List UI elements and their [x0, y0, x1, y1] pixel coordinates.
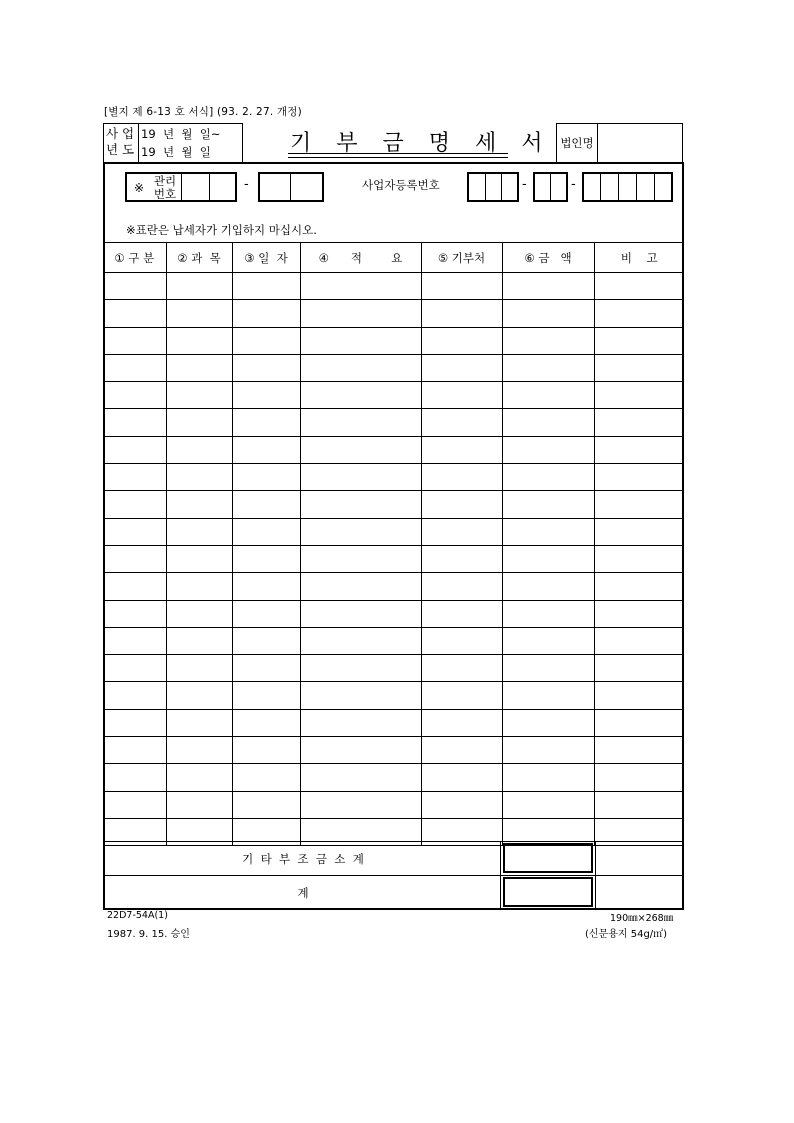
table-cell[interactable]: [502, 737, 594, 764]
table-cell[interactable]: [232, 382, 300, 409]
table-cell[interactable]: [594, 737, 684, 764]
table-cell[interactable]: [502, 764, 594, 791]
taxpayer-note: ※표란은 납세자가 기입하지 마십시오.: [126, 223, 317, 237]
table-cell[interactable]: [166, 491, 232, 518]
table-cell[interactable]: [103, 545, 166, 572]
table-cell[interactable]: [421, 682, 502, 709]
table-cell[interactable]: [594, 764, 684, 791]
table-row: [103, 545, 684, 572]
corp-name-field[interactable]: [599, 124, 682, 162]
registration-cell-divider: [618, 174, 619, 200]
business-year-box: [103, 123, 243, 163]
table-cell[interactable]: [166, 573, 232, 600]
table-cell[interactable]: [166, 682, 232, 709]
table-cell[interactable]: [300, 573, 421, 600]
table-cell[interactable]: [300, 764, 421, 791]
table-cell[interactable]: [166, 273, 232, 300]
management-number-cell-divider: [290, 174, 292, 200]
table-cell[interactable]: [103, 518, 166, 545]
management-number-separator: -: [244, 177, 249, 192]
table-cell[interactable]: [166, 791, 232, 818]
table-row: [103, 737, 684, 764]
table-cell[interactable]: [421, 382, 502, 409]
table-cell[interactable]: [502, 791, 594, 818]
table-cell[interactable]: [103, 354, 166, 381]
management-number-box: [125, 172, 237, 202]
table-cell[interactable]: [502, 682, 594, 709]
table-cell[interactable]: [166, 518, 232, 545]
table-cell[interactable]: [421, 436, 502, 463]
table-cell[interactable]: [232, 518, 300, 545]
table-cell[interactable]: [421, 327, 502, 354]
table-cell[interactable]: [166, 600, 232, 627]
table-cell[interactable]: [103, 627, 166, 654]
subtotal-divider: [500, 842, 501, 875]
table-cell[interactable]: [300, 791, 421, 818]
table-cell[interactable]: [300, 737, 421, 764]
table-cell[interactable]: [300, 327, 421, 354]
column-header-recipient: ⑤ 기부처: [421, 243, 502, 273]
table-cell[interactable]: [594, 273, 684, 300]
table-cell[interactable]: [594, 354, 684, 381]
table-cell[interactable]: [232, 764, 300, 791]
table-cell[interactable]: [232, 627, 300, 654]
table-cell[interactable]: [421, 518, 502, 545]
table-cell[interactable]: [232, 273, 300, 300]
business-year-label-bottom: 년 도: [106, 142, 135, 157]
registration-separator: -: [571, 177, 576, 192]
table-cell[interactable]: [421, 764, 502, 791]
table-row: [103, 709, 684, 736]
column-header-description: ④ 적 요: [300, 243, 421, 273]
registration-cell-divider: [654, 174, 655, 200]
approval-date: 1987. 9. 15. 승인: [107, 929, 190, 940]
table-cell[interactable]: [300, 709, 421, 736]
column-header-category: ① 구 분: [103, 243, 166, 273]
corp-name-box: [556, 123, 683, 163]
management-number-cell[interactable]: [209, 174, 237, 200]
total-label: 계: [297, 885, 309, 900]
management-number-label-line2: 번호: [153, 186, 177, 201]
table-cell[interactable]: [594, 573, 684, 600]
management-number-label-line1: 관리: [153, 174, 177, 188]
registration-cell-divider: [550, 174, 551, 200]
table-cell[interactable]: [103, 737, 166, 764]
table-row: [103, 300, 684, 327]
table-cell[interactable]: [166, 409, 232, 436]
table-cell[interactable]: [502, 382, 594, 409]
registration-cell-divider: [485, 174, 486, 200]
table-cell[interactable]: [502, 300, 594, 327]
column-header-subject: ② 과 목: [166, 243, 232, 273]
table-cell[interactable]: [232, 300, 300, 327]
table-cell[interactable]: [166, 464, 232, 491]
table-cell[interactable]: [103, 300, 166, 327]
donation-table: [103, 242, 684, 846]
table-cell[interactable]: [421, 464, 502, 491]
table-cell[interactable]: [232, 709, 300, 736]
business-year-label-top: 사 업: [106, 126, 135, 141]
table-cell[interactable]: [502, 655, 594, 682]
table-cell[interactable]: [103, 764, 166, 791]
table-cell[interactable]: [103, 600, 166, 627]
table-cell[interactable]: [502, 354, 594, 381]
table-cell[interactable]: [502, 518, 594, 545]
business-year-from[interactable]: 19 년 월 일~: [141, 127, 221, 141]
paper-size: 190㎜×268㎜: [610, 913, 674, 924]
table-cell[interactable]: [502, 273, 594, 300]
business-year-to[interactable]: 19 년 월 일: [141, 145, 211, 159]
table-cell[interactable]: [103, 682, 166, 709]
table-header-row: [103, 243, 684, 273]
table-row: [103, 382, 684, 409]
table-cell[interactable]: [300, 518, 421, 545]
table-cell[interactable]: [300, 436, 421, 463]
table-row: [103, 655, 684, 682]
table-row: [103, 409, 684, 436]
table-row: [103, 327, 684, 354]
table-cell[interactable]: [300, 354, 421, 381]
column-header-date: ③ 일 자: [232, 243, 300, 273]
table-cell[interactable]: [594, 300, 684, 327]
document-title-block: [288, 124, 552, 156]
table-cell[interactable]: [594, 409, 684, 436]
table-cell[interactable]: [232, 791, 300, 818]
table-cell[interactable]: [166, 764, 232, 791]
table-row: [103, 464, 684, 491]
table-row: [103, 600, 684, 627]
table-cell[interactable]: [166, 737, 232, 764]
registration-cell-divider: [600, 174, 601, 200]
table-row: [103, 354, 684, 381]
table-cell[interactable]: [300, 600, 421, 627]
table-cell[interactable]: [594, 327, 684, 354]
table-cell[interactable]: [300, 655, 421, 682]
table-cell[interactable]: [594, 464, 684, 491]
table-cell[interactable]: [300, 300, 421, 327]
table-cell[interactable]: [594, 627, 684, 654]
business-registration-label: 사업자등록번호: [362, 178, 440, 192]
table-cell[interactable]: [502, 409, 594, 436]
table-cell[interactable]: [421, 573, 502, 600]
registration-number-part2[interactable]: [533, 172, 568, 202]
table-cell[interactable]: [502, 600, 594, 627]
table-cell[interactable]: [232, 573, 300, 600]
table-cell[interactable]: [166, 300, 232, 327]
table-row: [103, 573, 684, 600]
table-cell[interactable]: [594, 600, 684, 627]
registration-separator: -: [522, 177, 527, 192]
table-row: [103, 518, 684, 545]
table-cell[interactable]: [421, 273, 502, 300]
table-cell[interactable]: [300, 273, 421, 300]
table-cell[interactable]: [232, 491, 300, 518]
registration-number-part1[interactable]: [467, 172, 519, 202]
table-cell[interactable]: [421, 545, 502, 572]
table-cell[interactable]: [166, 354, 232, 381]
table-cell[interactable]: [103, 491, 166, 518]
table-row: [103, 791, 684, 818]
table-cell[interactable]: [421, 791, 502, 818]
registration-cell-divider: [501, 174, 502, 200]
table-cell[interactable]: [300, 382, 421, 409]
table-cell[interactable]: [232, 545, 300, 572]
management-star: ※: [134, 181, 145, 195]
total-divider: [595, 876, 596, 909]
table-cell[interactable]: [594, 791, 684, 818]
subtotal-amount-field[interactable]: [503, 843, 593, 873]
table-cell[interactable]: [232, 737, 300, 764]
table-cell[interactable]: [103, 791, 166, 818]
table-cell[interactable]: [421, 491, 502, 518]
table-cell[interactable]: [594, 518, 684, 545]
table-cell[interactable]: [103, 709, 166, 736]
title-double-underline: [288, 153, 508, 158]
table-cell[interactable]: [594, 682, 684, 709]
table-cell[interactable]: [300, 682, 421, 709]
subtotal-divider: [595, 842, 596, 875]
paper-spec: (신문용지 54g/㎡): [585, 929, 668, 940]
table-cell[interactable]: [232, 327, 300, 354]
table-cell[interactable]: [300, 491, 421, 518]
table-cell[interactable]: [594, 436, 684, 463]
table-cell[interactable]: [421, 627, 502, 654]
table-cell[interactable]: [103, 273, 166, 300]
management-number-box-2[interactable]: [258, 172, 324, 202]
table-cell[interactable]: [300, 545, 421, 572]
table-cell[interactable]: [232, 409, 300, 436]
management-number-label: [150, 175, 180, 200]
management-number-cell[interactable]: [181, 174, 209, 200]
subtotal-row: [105, 841, 682, 875]
total-divider: [500, 876, 501, 909]
table-cell[interactable]: [421, 600, 502, 627]
table-cell[interactable]: [103, 436, 166, 463]
table-cell[interactable]: [232, 682, 300, 709]
table-cell[interactable]: [502, 464, 594, 491]
table-cell[interactable]: [232, 600, 300, 627]
table-cell[interactable]: [502, 627, 594, 654]
form-code: 22D7-54A(1): [107, 910, 168, 921]
business-year-label: [104, 124, 139, 162]
table-cell[interactable]: [502, 545, 594, 572]
table-cell[interactable]: [421, 409, 502, 436]
table-cell[interactable]: [421, 709, 502, 736]
table-cell[interactable]: [300, 627, 421, 654]
table-row: [103, 436, 684, 463]
table-cell[interactable]: [502, 436, 594, 463]
table-cell[interactable]: [594, 709, 684, 736]
table-cell[interactable]: [103, 464, 166, 491]
table-cell[interactable]: [232, 464, 300, 491]
table-cell[interactable]: [166, 709, 232, 736]
table-cell[interactable]: [594, 545, 684, 572]
table-cell[interactable]: [502, 327, 594, 354]
table-cell[interactable]: [300, 409, 421, 436]
table-cell[interactable]: [166, 655, 232, 682]
registration-cell-divider: [636, 174, 637, 200]
table-cell[interactable]: [103, 382, 166, 409]
table-cell[interactable]: [166, 382, 232, 409]
table-row: [103, 273, 684, 300]
table-cell[interactable]: [502, 573, 594, 600]
corp-name-label: 법인명: [557, 124, 598, 162]
table-cell[interactable]: [300, 464, 421, 491]
table-cell[interactable]: [103, 573, 166, 600]
table-cell[interactable]: [232, 655, 300, 682]
table-cell[interactable]: [166, 436, 232, 463]
table-cell[interactable]: [502, 709, 594, 736]
subtotal-label: 기 타 부 조 금 소 계: [242, 851, 364, 866]
column-header-remarks: 비 고: [594, 243, 684, 273]
total-row: [105, 875, 682, 909]
table-cell[interactable]: [594, 655, 684, 682]
table-cell[interactable]: [103, 327, 166, 354]
table-cell[interactable]: [594, 491, 684, 518]
form-reference: [별지 제 6-13 호 서식] (93. 2. 27. 개정): [104, 106, 302, 118]
registration-number-part3[interactable]: [582, 172, 673, 202]
table-row: [103, 764, 684, 791]
table-cell[interactable]: [421, 354, 502, 381]
table-cell[interactable]: [421, 655, 502, 682]
table-cell[interactable]: [232, 354, 300, 381]
table-row: [103, 491, 684, 518]
table-cell[interactable]: [103, 409, 166, 436]
table-cell[interactable]: [232, 436, 300, 463]
table-cell[interactable]: [421, 737, 502, 764]
table-cell[interactable]: [594, 382, 684, 409]
table-cell[interactable]: [166, 545, 232, 572]
table-cell[interactable]: [166, 627, 232, 654]
table-row: [103, 627, 684, 654]
column-header-amount: ⑥ 금 액: [502, 243, 594, 273]
total-amount-field[interactable]: [503, 877, 593, 907]
document-title: 기 부 금 명 세 서: [290, 131, 552, 156]
table-cell[interactable]: [103, 655, 166, 682]
table-cell[interactable]: [166, 327, 232, 354]
table-cell[interactable]: [502, 491, 594, 518]
table-cell[interactable]: [421, 300, 502, 327]
table-row: [103, 682, 684, 709]
